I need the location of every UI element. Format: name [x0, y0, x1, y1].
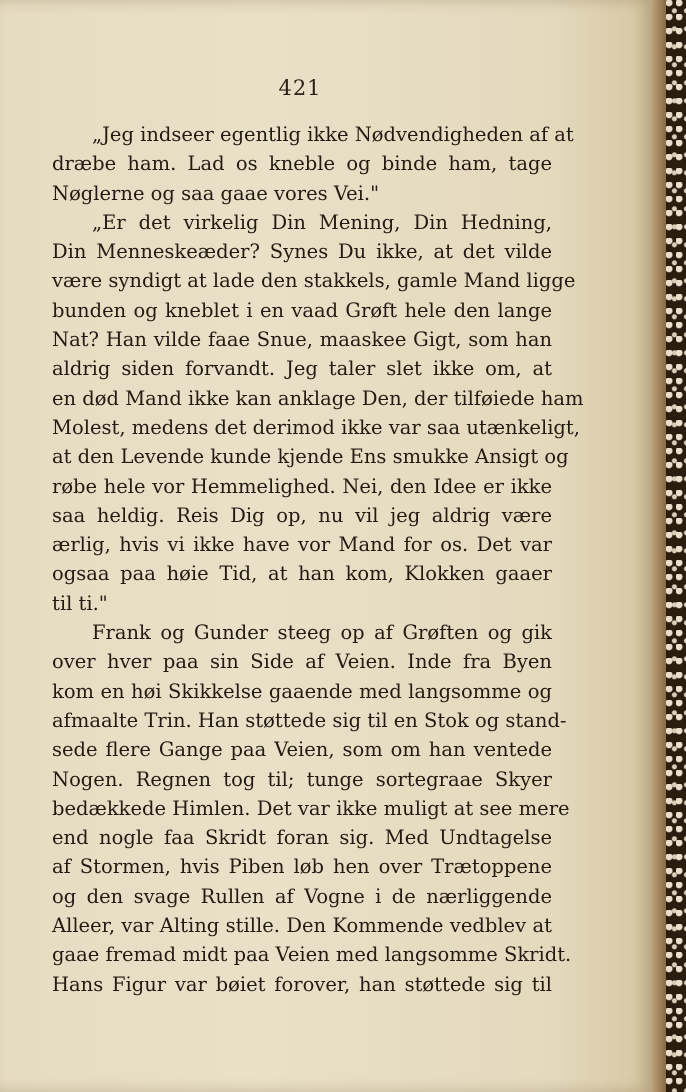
text-line: gaae fremad midt paa Veien med langsomme Skridt. — [52, 943, 572, 967]
text-line: være syndigt at lade den stakkels, gamle Mand ligge — [52, 269, 576, 293]
text-line: og den svage Rullen af Vogne i de nærliggende — [52, 884, 552, 908]
text-line: bunden og kneblet i en vaad Grøft hele den lange — [52, 298, 552, 322]
text-line: saa heldig. Reis Dig op, nu vil jeg aldrig være — [52, 503, 552, 527]
text-line: Hans Figur var bøiet forover, han støttede sig til — [52, 972, 552, 996]
text-line: Nogen. Regnen tog til; tunge sortegraae Skyer — [52, 767, 552, 791]
text-line: af Stormen, hvis Piben løb hen over Trætoppene — [52, 855, 552, 879]
page-number: 421 — [278, 76, 322, 100]
page-text — [52, 120, 584, 999]
text-line: Alleer, var Alting stille. Den Kommende vedblev at — [52, 914, 552, 938]
book-binding — [666, 0, 686, 1092]
text-line: røbe hele vor Hemmelighed. Nei, den Idee er ikke — [52, 474, 552, 498]
text-line: „Jeg indseer egentlig ikke Nødvendigheden af at — [92, 123, 574, 146]
text-line: ærlig, hvis vi ikke have vor Mand for os. Det var — [52, 533, 552, 557]
text-line: „Er det virkelig Din Mening, Din Hedning, — [92, 210, 552, 234]
text-line: en død Mand ikke kan anklage Den, der tilføiede ham — [52, 386, 584, 410]
text-line: afmaalte Trin. Han støttede sig til en Stok og stand- — [52, 708, 567, 732]
text-line: aldrig siden forvandt. Jeg taler slet ikke om, at — [52, 357, 552, 381]
text-line: over hver paa sin Side af Veien. Inde fra Byen — [52, 650, 552, 674]
text-line: Nøglerne og saa gaae vores Vei." — [52, 181, 380, 205]
text-line: at den Levende kunde kjende Ens smukke Ansigt og — [52, 445, 569, 469]
text-line: Molest, medens det derimod ikke var saa utænkeligt, — [52, 415, 580, 439]
text-line: Din Menneskeæder? Synes Du ikke, at det vilde — [52, 240, 552, 264]
text-line: sede flere Gange paa Veien, som om han ventede — [52, 738, 552, 762]
text-line: dræbe ham. Lad os kneble og binde ham, tage — [52, 152, 552, 176]
text-line: Nat? Han vilde faae Snue, maaskee Gigt, som han — [52, 328, 552, 352]
text-line: Frank og Gunder steeg op af Grøften og gik — [92, 621, 552, 645]
text-line: bedækkede Himlen. Det var ikke muligt at see mere — [52, 796, 570, 820]
page-edge — [652, 0, 666, 1092]
text-line: kom en høi Skikkelse gaaende med langsomme og — [52, 679, 552, 703]
text-line: end nogle faa Skridt foran sig. Med Undtagelse — [52, 826, 552, 850]
text-line: til ti." — [52, 591, 108, 615]
text-line: ogsaa paa høie Tid, at han kom, Klokken gaaer — [52, 562, 552, 586]
